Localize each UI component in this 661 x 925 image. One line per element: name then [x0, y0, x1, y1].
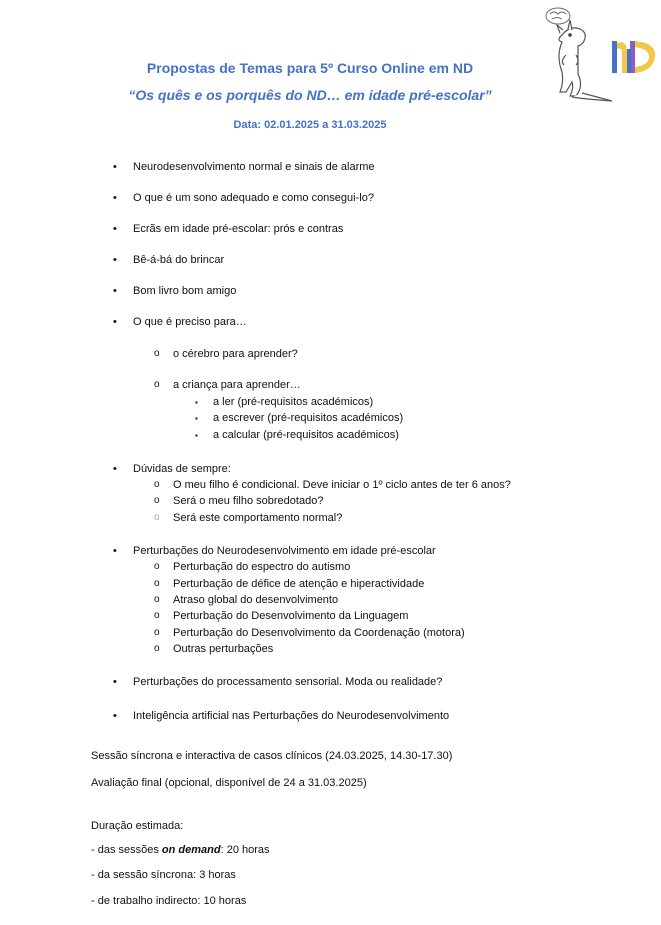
disc-bullet-icon: • [113, 161, 117, 173]
brain-icon [546, 8, 570, 24]
duvidas-subitem: O meu filho é condicional. Deve iniciar o 1º ciclo antes de ter 6 anos? [173, 479, 511, 491]
duracao-demand-prefix: - das sessões [91, 844, 162, 856]
page-title: Propostas de Temas para 5º Curso Online em ND [146, 60, 474, 76]
circle-bullet-icon: o [154, 610, 160, 621]
perturbacao-subitem: Atraso global do desenvolvimento [173, 594, 339, 606]
circle-bullet-icon: o [154, 495, 160, 506]
circle-bullet-icon: o [154, 561, 160, 572]
perturbacao-subitem: Perturbação do Desenvolvimento da Linguagem [173, 610, 409, 622]
topic-item: Ecrãs em idade pré-escolar: prós e contras [133, 223, 344, 235]
circle-bullet-icon: o [154, 479, 160, 490]
duracao-indirecto: - de trabalho indirecto: 10 horas [91, 895, 247, 907]
circle-bullet-icon: o [154, 643, 160, 654]
perturbacao-subitem: Outras perturbações [173, 643, 274, 655]
duvidas-subitem: Será o meu filho sobredotado? [173, 495, 324, 507]
disc-bullet-icon: • [113, 254, 117, 266]
kangaroo-icon [557, 20, 612, 101]
nd-mark [612, 41, 655, 73]
topic-item: Perturbações do Neurodesenvolvimento em idade pré-escolar [133, 545, 436, 557]
duracao-heading: Duração estimada: [91, 820, 184, 832]
disc-bullet-icon: • [113, 545, 117, 557]
disc-bullet-icon: • [113, 285, 117, 297]
date-range: Data: 02.01.2025 a 31.03.2025 [233, 119, 387, 131]
topic-item: Dúvidas de sempre: [133, 463, 231, 475]
avaliacao-final: Avaliação final (opcional, disponível de 24 a 31.03.2025) [91, 777, 367, 789]
topic-item: O que é um sono adequado e como consegui-lo? [133, 192, 374, 204]
topic-item: Bê-á-bá do brincar [133, 254, 225, 266]
disc-bullet-icon: • [113, 192, 117, 204]
disc-bullet-icon: • [113, 463, 117, 475]
disc-bullet-icon: • [113, 223, 117, 235]
perturbacao-subitem: Perturbação do espectro do autismo [173, 561, 351, 573]
circle-bullet-icon: o [154, 512, 160, 523]
disc-bullet-icon: • [113, 710, 117, 722]
preciso-subitem: o cérebro para aprender? [173, 348, 298, 360]
circle-bullet-icon: o [154, 348, 160, 359]
nd-logo [540, 5, 661, 110]
topic-item: Neurodesenvolvimento normal e sinais de alarme [133, 161, 375, 173]
square-bullet-icon: ▪ [195, 414, 198, 423]
disc-bullet-icon: • [113, 316, 117, 328]
aprender-subitem: a calcular (pré-requisitos académicos) [213, 429, 399, 441]
circle-bullet-icon: o [154, 627, 160, 638]
square-bullet-icon: ▪ [195, 431, 198, 440]
duvidas-subitem: Será este comportamento normal? [173, 512, 343, 524]
topic-item: Perturbações do processamento sensorial. Moda ou realidade? [133, 676, 443, 688]
duracao-sincrona: - da sessão síncrona: 3 horas [91, 869, 236, 881]
page-subtitle: “Os quês e os porquês do ND… em idade pré-escolar” [128, 87, 492, 103]
topic-item: Inteligência artificial nas Perturbações do Neurodesenvolvimento [133, 710, 450, 722]
duracao-demand-suffix: : 20 horas [220, 844, 270, 856]
circle-bullet-icon: o [154, 578, 160, 589]
duracao-demand [91, 844, 270, 856]
square-bullet-icon: ▪ [195, 398, 198, 407]
perturbacao-subitem: Perturbação de défice de atenção e hiperactividade [173, 578, 425, 590]
preciso-subitem: a criança para aprender… [173, 379, 301, 391]
circle-bullet-icon: o [154, 379, 160, 390]
disc-bullet-icon: • [113, 676, 117, 688]
topic-item: Bom livro bom amigo [133, 285, 237, 297]
aprender-subitem: a escrever (pré-requisitos académicos) [213, 412, 404, 424]
perturbacao-subitem: Perturbação do Desenvolvimento da Coordenação (motora) [173, 627, 465, 639]
sessao-sincrona: Sessão síncrona e interactiva de casos clínicos (24.03.2025, 14.30-17.30) [91, 750, 453, 762]
topic-item: O que é preciso para… [133, 316, 247, 328]
duracao-demand-em: on demand [161, 844, 221, 856]
aprender-subitem: a ler (pré-requisitos académicos) [213, 396, 374, 408]
circle-bullet-icon: o [154, 594, 160, 605]
